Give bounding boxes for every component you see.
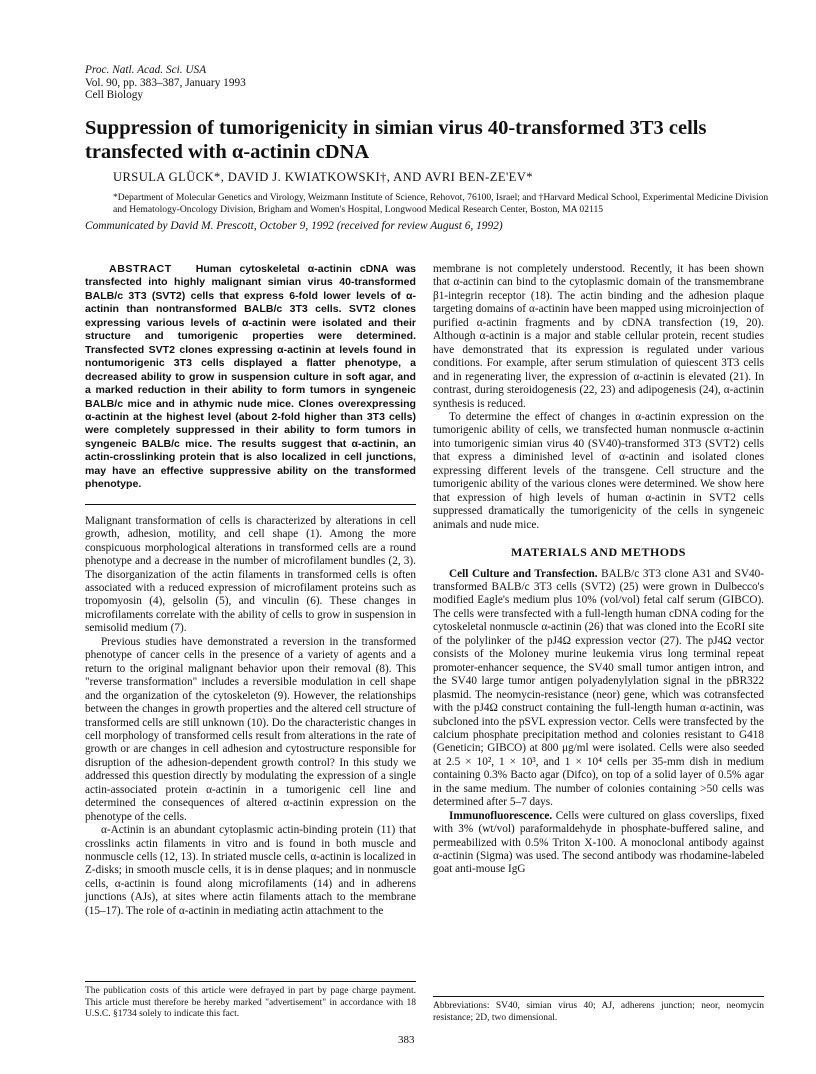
methods-paragraph (433, 810, 764, 877)
abstract-text: Human cytoskeletal α-actinin cDNA was transfected into highly malignant simian virus 40-transformed BALB/c 3T3 (SVT2) cells that express 6-fold lower levels of α-actinin than nontransformed BALB/c 3T3 cells. SVT2 clones expressing various levels of α-actinin were isolated and their structure and tumorigenic properties were determined. Transfected SVT2 clones expressing α-actinin at levels found in nontumorigenic 3T3 cells displayed a flatter phenotype, a decreased ability to grow in suspension culture in soft agar, and a marked reduction in their ability to form tumors in syngeneic BALB/c mice and in athymic nude mice. Clones overexpressing α-actinin at the highest level (about 2-fold higher than 3T3 cells) were completely suppressed in their ability to form tumors in syngeneic BALB/c mice. The results suggest that α-actinin, an actin-crosslinking protein that is also localized in cell junctions, may have an effective suppressive ability on the transformed phenotype. (85, 263, 416, 491)
intro-paragraph: Previous studies have demonstrated a reversion in the transformed phenotype of cancer cells in the presence of a variety of agents and a return to the original malignant behavior upon their removal (8). This "reverse transformation" includes a reversible modulation in cell shape and the organization of the cytoskeleton (9). However, the relationships between the changes in growth properties and the altered cell structure of transformed cells are still unknown (10). Do the characteristic changes in cell morphology of transformed cells result from alterations in the rate of growth or are changes in cell adhesion and cytostructure responsible for disruption of the adhesion-dependent growth control? In this study we addressed this question directly by modulating the expression of a single actin-associated protein α-actinin in a tumorigenic cell line and determined the consequences of altered α-actinin expression on the phenotype of the cells. (85, 635, 416, 823)
right-column (433, 263, 764, 877)
affiliations: *Department of Molecular Genetics and Virology, Weizmann Institute of Science, Rehovot, 76100, Israel; and †Harvard Medical School, Experimental Medicine Division and Hematology-Oncology Division, Brigham and Women's Hospital, Longwood Medical Research Center, Boston, MA 02115 (113, 192, 769, 215)
communicated-line: Communicated by David M. Prescott, October 9, 1992 (received for review August 6, 1992) (85, 220, 503, 232)
abstract-divider (85, 504, 416, 505)
publication-cost-footnote: The publication costs of this article were defrayed in part by page charge payment. This article must therefore be hereby marked "advertisement" in accordance with 18 U.S.C. §1734 solely to indicate this fact. (85, 986, 416, 1020)
footnote-rule-left (85, 981, 416, 982)
intro-paragraph: α-Actinin is an abundant cytoplasmic actin-binding protein (11) that crosslinks actin filaments in vitro and is found in both muscle and nonmuscle cells (12, 13). In striated muscle cells, α-actinin is localized in Z-disks; in smooth muscle cells, it is in dense plaques; and in nonmuscle cells, α-actinin is found along microfilaments (14) and in adherens junctions (AJs), at sites where actin filaments attach to the membrane (15–17). The role of α-actinin in mediating actin attachment to the (85, 824, 416, 917)
culture-text: BALB/c 3T3 clone A31 and SV40-transformed BALB/c 3T3 cells (SVT2) (25) were grown in Dulbecco's modified Eagle's medium plus 10% (vol/vol) fetal calf serum (GIBCO). The cells were transfected with a full-length human cDNA coding for the cytoskeletal nonmuscle α-actinin (26) that was cloned into the EcoRI site of the polylinker of the pJ4Ω expression vector (27). The pJ4Ω vector consists of the Moloney murine leukemia virus long terminal repeat promoter-enhancer sequence, the SV40 small tumor antigen intron, and the SV40 large tumor antigen polyadenylylation signal in the pBR322 plasmid. The neomycin-resistance (neor) gene, which was cotransfected with the pJ4Ω construct containing the full-length human α-actinin, was subcloned into the pSVL expression vector. Cells were transfected by the calcium phosphate precipitation method and colonies resistant to G418 (Geneticin; GIBCO) at 800 μg/ml were isolated. Cells were also seeded at 2.5 × 10², 1 × 10³, and 1 × 10⁴ cells per 35-mm dish in medium containing 0.3% Bacto agar (Difco), on top of a solid layer of 0.5% agar in the same medium. The number of colonies containing >50 cells was determined after 5–7 days. (433, 567, 765, 809)
body-paragraph: To determine the effect of changes in α-actinin expression on the tumorigenic ability of cells, we transfected human nonmuscle α-actinin into tumorigenic simian virus 40 (SV40)-transformed 3T3 (SVT2) cells that express a diminished level of α-actinin and isolated clones expressing different levels of the transgene. Cell structure and the tumorigenic ability of the various clones were determined. We show here that expression of high levels of human α-actinin in SVT2 cells suppressed dramatically the tumorigenicity of the cells in syngeneic animals and nude mice. (433, 410, 764, 531)
page-number: 383 (398, 1034, 415, 1046)
methods-heading: MATERIALS AND METHODS (511, 545, 686, 560)
body-paragraph: membrane is not completely understood. Recently, it has been shown that α-actinin can bind to the cytoplasmic domain of the transmembrane β1-integrin receptor (18). The actin binding and the adhesion plaque targeting domains of α-actinin have been mapped using microinjection of purified α-actinin fragments and by cDNA transfection (19, 20). Although α-actinin is a major and stable cellular protein, recent studies have demonstrated that its expression is regulated under various conditions. For example, after serum stimulation of quiescent 3T3 cells and in regenerating liver, the expression of α-actinin is elevated (21). In contrast, during steroidogenesis (22, 23) and adipogenesis (24), α-actinin synthesis is reduced. (433, 263, 764, 410)
abstract-label: ABSTRACT (109, 263, 172, 275)
left-column (85, 263, 416, 918)
intro-paragraph: Malignant transformation of cells is characterized by alterations in cell growth, adhesion, motility, and cell shape (1). Among the more conspicuous morphological alterations in transformed cells are a round phenotype and a decrease in the number of microfilament bundles (2, 3). The disorganization of the actin filaments in transformed cells is often associated with a reduced expression of microfilament proteins such as tropomyosin (4), gelsolin (5), and vinculin (6). These changes in microfilaments correlate with the ability of cells to grow in suspension in semisolid medium (7). (85, 514, 416, 635)
culture-heading: Cell Culture and Transfection. (449, 567, 598, 580)
methods-paragraph (433, 568, 764, 810)
author-list: URSULA GLÜCK*, DAVID J. KWIATKOWSKI†, AND AVRI BEN-ZE'EV* (113, 170, 533, 184)
journal-name: Proc. Natl. Acad. Sci. USA (85, 64, 207, 76)
journal-header (85, 64, 246, 102)
footnote-rule-right (433, 996, 764, 997)
volume-line: Vol. 90, pp. 383–387, January 1993 (85, 76, 246, 89)
immuno-text: Cells were cultured on glass coverslips, fixed with 3% (wt/vol) paraformaldehyde in phosphate-buffered saline, and permeabilized with 0.5% Triton X-100. A monoclonal antibody against α-actinin (Sigma) was used. The second antibody was rhodamine-labeled goat anti-mouse IgG (433, 809, 765, 876)
abbreviations-footnote: Abbreviations: SV40, simian virus 40; AJ, adherens junction; neor, neomycin resistance; 2D, two dimensional. (433, 1001, 764, 1023)
article-title: Suppression of tumorigenicity in simian virus 40-transformed 3T3 cells transfected with α-actinin cDNA (85, 117, 707, 163)
immuno-heading: Immunofluorescence. (449, 809, 553, 822)
section-name: Cell Biology (85, 89, 144, 102)
abstract (85, 263, 416, 492)
